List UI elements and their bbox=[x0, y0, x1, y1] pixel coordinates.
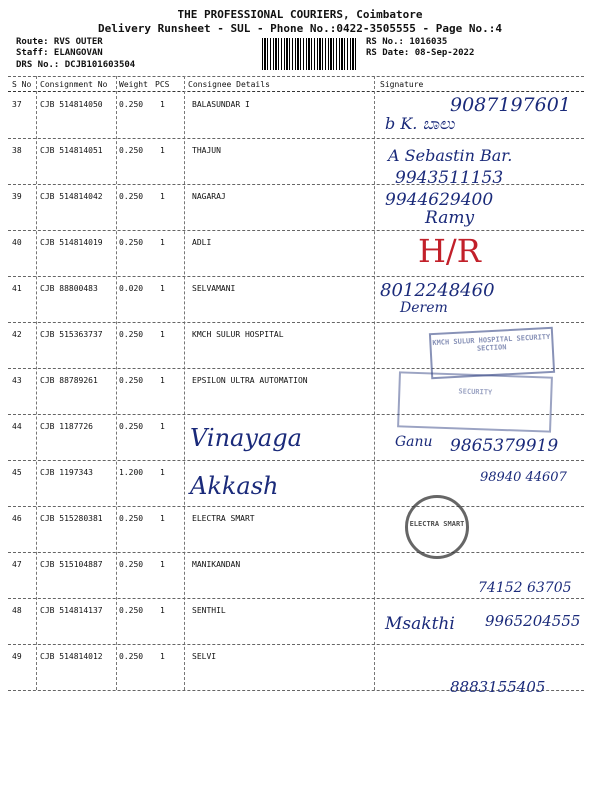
row-pcs: 1 bbox=[160, 652, 165, 661]
handwritten-signature: Msakthi bbox=[385, 614, 455, 634]
row-sno: 37 bbox=[12, 100, 22, 109]
security-stamp: SECURITY bbox=[397, 371, 553, 432]
row-divider bbox=[8, 598, 584, 599]
row-consignee: THAJUN bbox=[192, 146, 221, 155]
electra-smart-seal: ELECTRA SMART bbox=[405, 495, 469, 559]
row-consignment: CJB 88800483 bbox=[40, 284, 98, 293]
row-consignment: CJB 514814012 bbox=[40, 652, 103, 661]
row-weight: 0.250 bbox=[119, 652, 144, 661]
handwritten-phone: 9965204555 bbox=[485, 612, 581, 630]
row-pcs: 1 bbox=[160, 468, 165, 477]
row-weight: 0.250 bbox=[119, 422, 144, 431]
row-sno: 43 bbox=[12, 376, 22, 385]
row-consignment: CJB 515363737 bbox=[40, 330, 103, 339]
row-weight: 0.020 bbox=[119, 284, 144, 293]
row-sno: 47 bbox=[12, 560, 22, 569]
row-consignment: CJB 515104887 bbox=[40, 560, 103, 569]
row-divider bbox=[8, 138, 584, 139]
handwritten-signature: Derem bbox=[400, 300, 448, 316]
col-pcs: PCS bbox=[155, 80, 170, 89]
handwritten-phone: 8012248460 bbox=[380, 280, 495, 301]
row-weight: 0.250 bbox=[119, 514, 144, 523]
row-pcs: 1 bbox=[160, 330, 165, 339]
row-pcs: 1 bbox=[160, 560, 165, 569]
handwritten-phone: 74152 63705 bbox=[478, 580, 572, 596]
col-weight: Weight bbox=[119, 80, 148, 89]
row-sno: 46 bbox=[12, 514, 22, 523]
row-divider bbox=[8, 644, 584, 645]
row-sno: 45 bbox=[12, 468, 22, 477]
handwritten-signature: A Sebastin Bar. bbox=[388, 146, 513, 165]
runsheet-title: Delivery Runsheet - SUL - Phone No.:0422-3505555 - Page No.:4 bbox=[98, 22, 502, 35]
row-consignee: ADLI bbox=[192, 238, 212, 247]
row-pcs: 1 bbox=[160, 100, 165, 109]
row-consignment: CJB 514814051 bbox=[40, 146, 103, 155]
row-consignment: CJB 514814137 bbox=[40, 606, 103, 615]
row-consignment: CJB 1187726 bbox=[40, 422, 93, 431]
row-consignee: SELVI bbox=[192, 652, 217, 661]
row-weight: 0.250 bbox=[119, 606, 144, 615]
kmch-security-stamp: KMCH SULUR HOSPITAL SECURITY SECTION bbox=[429, 327, 555, 379]
row-consignee: MANIKANDAN bbox=[192, 560, 241, 569]
row-pcs: 1 bbox=[160, 606, 165, 615]
row-pcs: 1 bbox=[160, 422, 165, 431]
row-consignment: CJB 515280381 bbox=[40, 514, 103, 523]
row-weight: 0.250 bbox=[119, 330, 144, 339]
row-weight: 0.250 bbox=[119, 192, 144, 201]
row-consignee: ELECTRA SMART bbox=[192, 514, 255, 523]
row-weight: 0.250 bbox=[119, 146, 144, 155]
row-consignment: CJB 514814042 bbox=[40, 192, 103, 201]
col-signature: Signature bbox=[380, 80, 424, 89]
row-weight: 0.250 bbox=[119, 238, 144, 247]
row-consignee: SELVAMANI bbox=[192, 284, 236, 293]
handwritten-signature: b K. ಬಾಲು bbox=[385, 114, 455, 133]
row-sno: 44 bbox=[12, 422, 22, 431]
row-sno: 42 bbox=[12, 330, 22, 339]
rs-date: RS Date: 08-Sep-2022 bbox=[366, 48, 475, 58]
company-title: THE PROFESSIONAL COURIERS, Coimbatore bbox=[177, 8, 423, 21]
row-pcs: 1 bbox=[160, 238, 165, 247]
handwritten-phone: 9865379919 bbox=[450, 436, 559, 456]
row-pcs: 1 bbox=[160, 192, 165, 201]
row-consignment: CJB 514814050 bbox=[40, 100, 103, 109]
header-rule bbox=[8, 91, 584, 92]
row-sno: 49 bbox=[12, 652, 22, 661]
row-weight: 0.250 bbox=[119, 100, 144, 109]
table-top-rule bbox=[8, 76, 584, 77]
row-divider bbox=[8, 506, 584, 507]
col-consignment: Consignment No bbox=[40, 80, 108, 89]
row-consignee: NAGARAJ bbox=[192, 192, 226, 201]
row-pcs: 1 bbox=[160, 146, 165, 155]
row-weight: 1.200 bbox=[119, 468, 144, 477]
row-consignment: CJB 88789261 bbox=[40, 376, 98, 385]
row-sno: 39 bbox=[12, 192, 22, 201]
row-consignee: BALASUNDAR I bbox=[192, 100, 250, 109]
staff-label: Staff: ELANGOVAN bbox=[16, 48, 103, 58]
col-consignee: Consignee Details bbox=[188, 80, 270, 89]
handwritten-signature: Ramy bbox=[425, 208, 475, 228]
handwritten-consignee: Akkash bbox=[190, 472, 279, 500]
row-sno: 38 bbox=[12, 146, 22, 155]
row-weight: 0.250 bbox=[119, 376, 144, 385]
drs-label: DRS No.: DCJB101603504 bbox=[16, 60, 136, 70]
rs-number: RS No.: 1016035 bbox=[366, 37, 448, 47]
barcode bbox=[262, 38, 358, 70]
row-sno: 48 bbox=[12, 606, 22, 615]
row-consignee: EPSILON ULTRA AUTOMATION bbox=[192, 376, 308, 385]
row-pcs: 1 bbox=[160, 514, 165, 523]
row-consignee: KMCH SULUR HOSPITAL bbox=[192, 330, 284, 339]
row-divider bbox=[8, 230, 584, 231]
row-consignee: SENTHIL bbox=[192, 606, 226, 615]
row-divider bbox=[8, 276, 584, 277]
col-sno: S No bbox=[12, 80, 32, 89]
row-consignment: CJB 1197343 bbox=[40, 468, 93, 477]
handwritten-phone: 9944629400 bbox=[385, 190, 494, 210]
route-label: Route: RVS OUTER bbox=[16, 37, 103, 47]
row-pcs: 1 bbox=[160, 284, 165, 293]
handwritten-phone: 8883155405 bbox=[450, 678, 546, 696]
handwritten-signature: H/R bbox=[418, 232, 481, 270]
handwritten-phone: 9943511153 bbox=[395, 168, 504, 188]
handwritten-consignee: Vinayaga bbox=[190, 424, 302, 452]
handwritten-phone: 9087197601 bbox=[450, 94, 571, 116]
row-consignment: CJB 514814019 bbox=[40, 238, 103, 247]
handwritten-phone: 98940 44607 bbox=[480, 470, 567, 485]
row-weight: 0.250 bbox=[119, 560, 144, 569]
handwritten-signature: Ganu bbox=[395, 434, 433, 450]
row-pcs: 1 bbox=[160, 376, 165, 385]
row-sno: 41 bbox=[12, 284, 22, 293]
row-divider bbox=[8, 552, 584, 553]
row-divider bbox=[8, 460, 584, 461]
row-divider bbox=[8, 322, 584, 323]
row-sno: 40 bbox=[12, 238, 22, 247]
